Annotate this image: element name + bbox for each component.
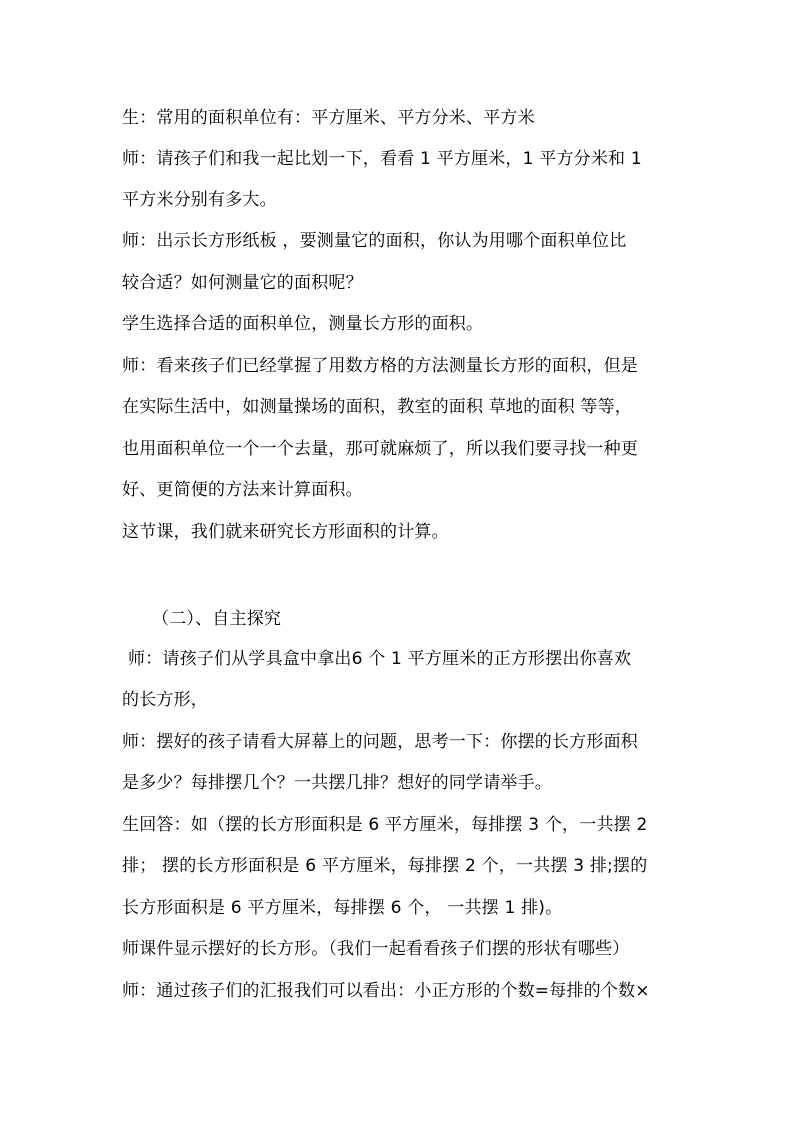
text-line-18: 长方形面积是 6 平方厘米，每排摆 6 个， 一共摆 1 排)。 [122,898,563,918]
text-line-17: 排； 摆的长方形面积是 6 平方厘米，每排摆 2 个，一共摆 3 排;摆的 [122,856,648,876]
text-line-8: 在实际生活中，如测量操场的面积，教室的面积 草地的面积 等等， [122,397,633,417]
text-line-12: 师：请孩子们从学具盒中拿出6 个 1 平方厘米的正方形摆出你喜欢 [128,649,632,669]
text-line-6: 学生选择合适的面积单位，测量长方形的面积。 [122,314,484,334]
text-line-3: 平方米分别有多大。 [122,190,277,210]
text-line-16: 生回答：如（摆的长方形面积是 6 平方厘米，每排摆 3 个，一共摆 2 [122,815,648,835]
text-line-10: 好、更简便的方法来计算面积。 [122,480,363,500]
section-heading: （二）、自主探究 [152,609,282,629]
text-line-4: 师：出示长方形纸板 ，要测量它的面积，你认为用哪个面积单位比 [122,231,627,251]
text-line-2: 师：请孩子们和我一起比划一下，看看 1 平方厘米，1 平方分米和 1 [122,149,642,169]
text-line-13: 的长方形， [122,690,208,710]
text-line-15: 是多少？每排摆几个？一共摆几排？想好的同学请举手。 [122,773,552,793]
text-line-20: 师：通过孩子们的汇报我们可以看出：小正方形的个数=每排的个数× [122,981,650,1001]
text-line-11: 这节课，我们就来研究长方形面积的计算。 [122,522,449,542]
text-line-5: 较合适？如何测量它的面积呢？ [122,273,363,293]
text-line-19: 师课件显示摆好的长方形。（我们一起看看孩子们摆的形状有哪些） [122,939,630,959]
text-line-9: 也用面积单位一个一个去量，那可就麻烦了，所以我们要寻找一种更 [122,439,638,459]
text-line-7: 师：看来孩子们已经掌握了用数方格的方法测量长方形的面积，但是 [122,356,638,376]
text-line-14: 师：摆好的孩子请看大屏幕上的问题，思考一下：你摆的长方形面积 [122,732,638,752]
text-line-1: 生：常用的面积单位有：平方厘米、平方分米、平方米 [122,108,535,128]
